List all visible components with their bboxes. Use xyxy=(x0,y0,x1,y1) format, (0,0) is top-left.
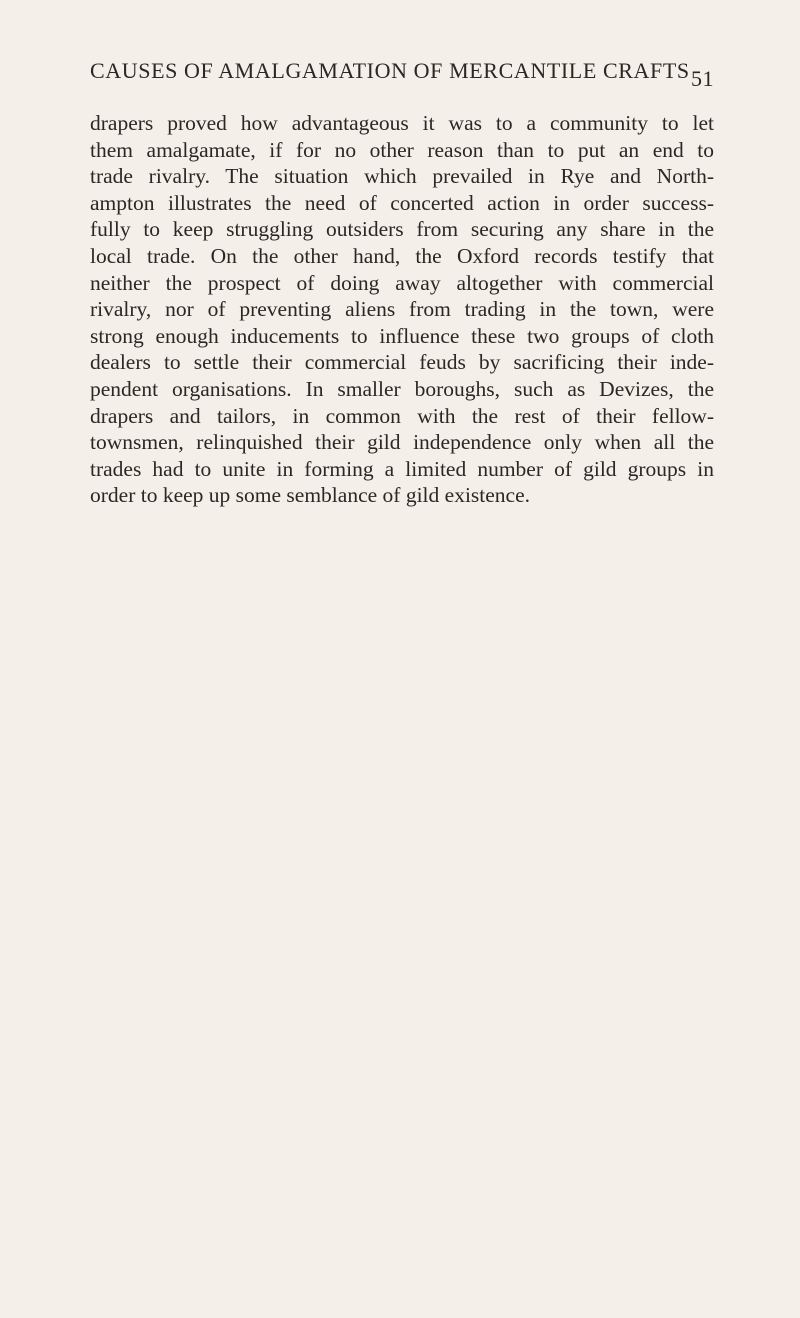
text-line: drapers and tailors, in common with the rest of their fellow- xyxy=(90,403,714,428)
text-line: pendent organisations. In smaller boroughs, such as Devizes, the xyxy=(90,376,714,401)
page-number: 51 xyxy=(691,66,714,91)
text-line: townsmen, relinquished their gild independence only when all the xyxy=(90,430,714,455)
text-line: neither the prospect of doing away altogether with commercial xyxy=(90,270,714,295)
text-line: local trade. On the other hand, the Oxford records testify that xyxy=(90,243,714,268)
text-line: dealers to settle their commercial feuds by sacrificing their inde- xyxy=(90,350,714,375)
text-line: rivalry, nor of preventing aliens from trading in the town, were xyxy=(90,297,714,322)
running-title: CAUSES OF AMALGAMATION OF MERCANTILE CRAFTS xyxy=(90,58,690,83)
running-head xyxy=(90,56,714,96)
text-line: them amalgamate, if for no other reason than to put an end to xyxy=(90,137,714,162)
text-line: ampton illustrates the need of concerted action in order success- xyxy=(90,190,714,215)
text-line: fully to keep struggling outsiders from securing any share in the xyxy=(90,217,714,242)
text-line: trade rivalry. The situation which prevailed in Rye and North- xyxy=(90,164,714,189)
text-line: drapers proved how advantageous it was to a community to let xyxy=(90,111,714,135)
body-paragraph xyxy=(90,110,714,509)
text-line: order to keep up some semblance of gild existence. xyxy=(90,483,531,508)
text-line: strong enough inducements to influence these two groups of cloth xyxy=(90,323,714,348)
text-line: trades had to unite in forming a limited number of gild groups in xyxy=(90,456,714,481)
